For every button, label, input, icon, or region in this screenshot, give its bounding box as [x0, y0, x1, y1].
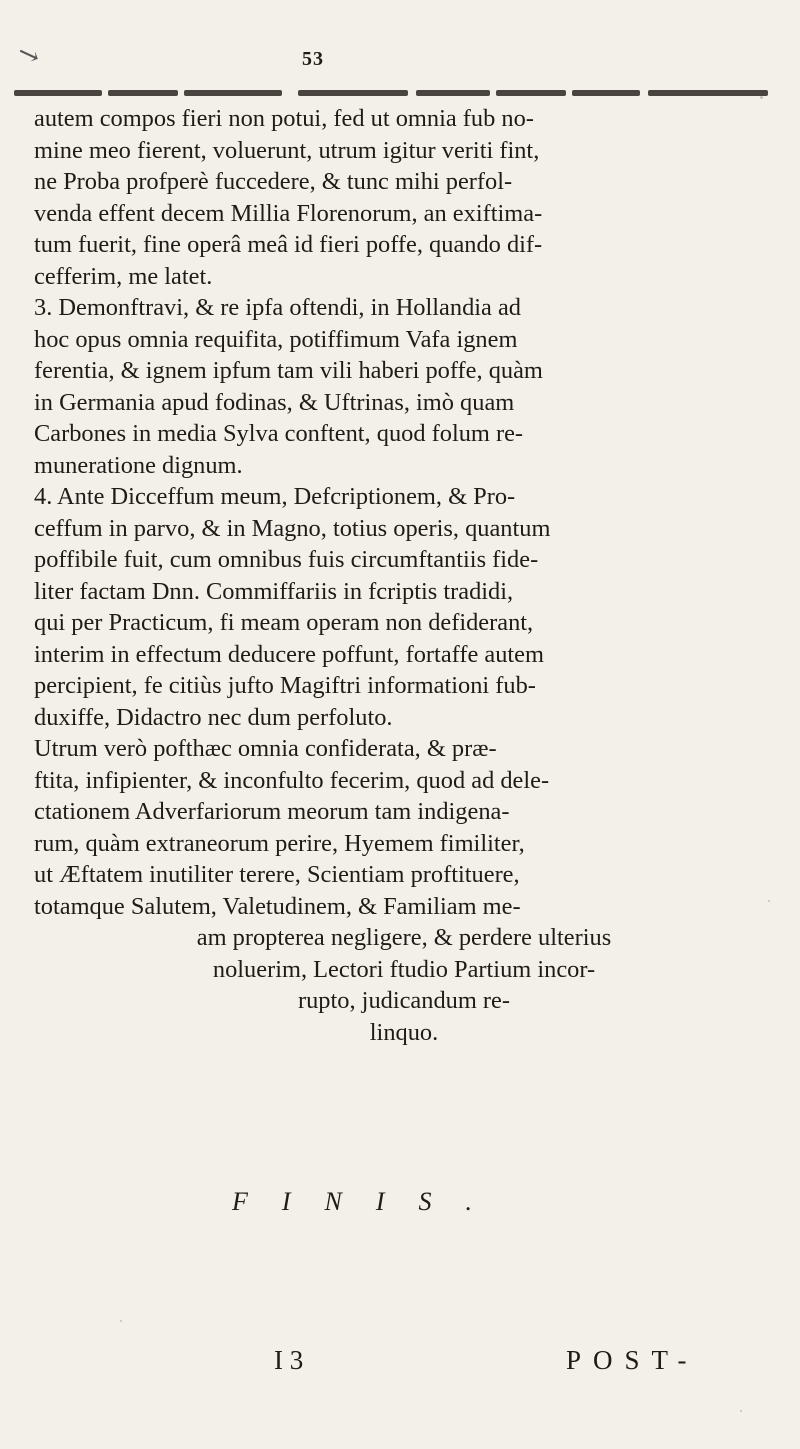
text-line: Carbones in media Sylva conftent, quod folum re- [34, 420, 524, 447]
text-line: rupto, judicandum re- [297, 987, 510, 1014]
text-line: ceffum in parvo, & in Magno, totius operis, quantum [34, 514, 551, 542]
body-text [34, 103, 774, 1048]
text-line: in Germania apud fodinas, & Uftrinas, imò quam [34, 388, 515, 416]
text-line: am propterea negligere, & perdere ulterius [196, 924, 612, 951]
corner-stain-mark: ↘ [13, 37, 44, 72]
finis-label: FINIS. [232, 1187, 507, 1216]
signature-mark: I 3 [274, 1345, 304, 1375]
paper-speck [760, 96, 763, 99]
text-line: ne Proba profperè fuccedere, & tunc mihi perfol- [34, 168, 513, 195]
catchword: POST- [566, 1345, 699, 1375]
text-line: autem compos fieri non potui, fed ut omnia fub no- [34, 105, 534, 132]
text-line: 3. Demonftravi, & re ipfa oftendi, in Hollandia ad [34, 294, 521, 321]
paper-speck [740, 1410, 742, 1412]
text-line: percipient, fe citiùs jufto Magiftri informationi fub- [34, 672, 536, 699]
text-line: interim in effectum deducere poffunt, fortaffe autem [34, 640, 544, 668]
text-line: hoc opus omnia requifita, potiffimum Vafa ignem [34, 325, 518, 353]
text-line: Utrum verò pofthæc omnia confiderata, & præ- [34, 735, 497, 762]
text-line: duxiffe, Didactro nec dum perfoluto. [34, 703, 393, 731]
page-number: 53 [302, 48, 324, 70]
text-line: poffibile fuit, cum omnibus fuis circumftantiis fide- [34, 546, 539, 573]
paper-speck [768, 900, 770, 902]
text-line: ferentia, & ignem ipfum tam vili haberi poffe, quàm [34, 357, 543, 384]
text-line: liter factam Dnn. Commiffariis in fcriptis tradidi, [34, 577, 514, 605]
text-line: totamque Salutem, Valetudinem, & Familiam me- [34, 892, 521, 920]
text-line: venda effent decem Millia Florenorum, an exiftima- [34, 199, 543, 227]
text-line: ctationem Adverfariorum meorum tam indigena- [34, 798, 510, 825]
text-line: muneratione dignum. [34, 451, 243, 479]
text-line: 4. Ante Dicceffum meum, Defcriptionem, & Pro- [34, 483, 516, 510]
text-line: qui per Practicum, fi meam operam non defiderant, [34, 609, 534, 636]
header-ornament-rule [14, 90, 772, 98]
text-line: tum fuerit, fine operâ meâ id fieri poffe, quando dif- [34, 231, 543, 258]
text-line: mine meo fierent, voluerunt, utrum igitur veriti fint, [34, 136, 540, 164]
text-line: ut Æftatem inutiliter terere, Scientiam proftituere, [34, 861, 520, 888]
paper-speck [120, 1320, 122, 1322]
text-line: linquo. [369, 1018, 439, 1046]
text-line: noluerim, Lectori ftudio Partium incor- [212, 955, 596, 983]
text-line: ftita, infipienter, & inconfulto fecerim, quod ad dele- [34, 766, 550, 794]
text-line: rum, quàm extraneorum perire, Hyemem fimiliter, [34, 829, 525, 857]
text-line: cefferim, me latet. [34, 262, 213, 290]
